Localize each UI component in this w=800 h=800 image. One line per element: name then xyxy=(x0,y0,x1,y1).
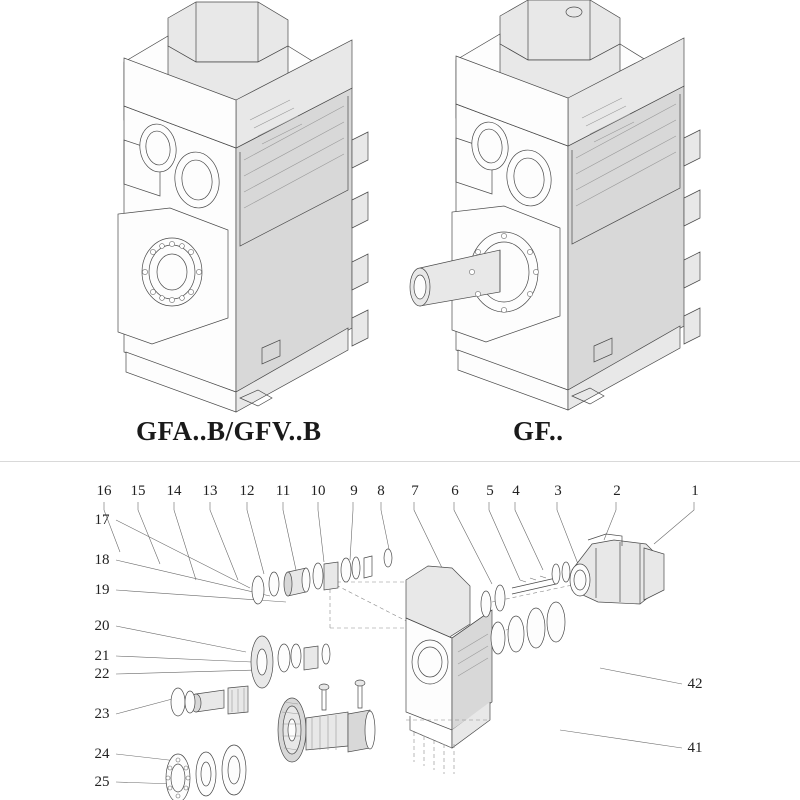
callout-3: 3 xyxy=(554,483,562,499)
callout-7: 7 xyxy=(411,483,419,499)
bearing-stack xyxy=(166,745,246,800)
motor-adapter-assembly xyxy=(570,534,664,604)
callout-24: 24 xyxy=(94,746,110,762)
ring-stack xyxy=(481,562,570,654)
callout-4: 4 xyxy=(512,483,520,499)
exploded-parts-diagram xyxy=(0,462,800,800)
callout-18: 18 xyxy=(94,552,110,568)
caption-right: GF.. xyxy=(513,416,564,446)
housing-assembly xyxy=(406,566,492,774)
callout-10: 10 xyxy=(310,483,326,499)
gearbox-right-drawing xyxy=(410,0,700,410)
leader-lines-right xyxy=(560,668,682,748)
callout-42: 42 xyxy=(687,676,703,692)
callout-13: 13 xyxy=(202,483,218,499)
callout-20: 20 xyxy=(94,618,110,634)
callout-15: 15 xyxy=(130,483,146,499)
callout-19: 19 xyxy=(94,582,110,598)
callout-8: 8 xyxy=(377,483,385,499)
callout-22: 22 xyxy=(94,666,110,682)
callout-6: 6 xyxy=(451,483,459,499)
callout-25: 25 xyxy=(94,774,110,790)
callout-9: 9 xyxy=(350,483,358,499)
callout-21: 21 xyxy=(94,648,110,664)
lower-gear-shaft xyxy=(278,680,375,762)
callout-5: 5 xyxy=(486,483,494,499)
upper-shaft-stack xyxy=(252,549,392,604)
callout-2: 2 xyxy=(613,483,621,499)
callout-14: 14 xyxy=(166,483,182,499)
gearbox-left-drawing xyxy=(118,2,368,412)
callout-23: 23 xyxy=(94,706,110,722)
callout-1: 1 xyxy=(691,483,699,499)
callout-11: 11 xyxy=(275,483,291,499)
exploded-diagram-svg xyxy=(0,462,800,800)
callout-17: 17 xyxy=(94,512,110,528)
callout-16: 16 xyxy=(96,483,112,499)
callout-41: 41 xyxy=(687,740,703,756)
callout-12: 12 xyxy=(239,483,255,499)
caption-left: GFA..B/GFV..B xyxy=(136,416,322,446)
mid-gear-stack xyxy=(171,636,330,716)
